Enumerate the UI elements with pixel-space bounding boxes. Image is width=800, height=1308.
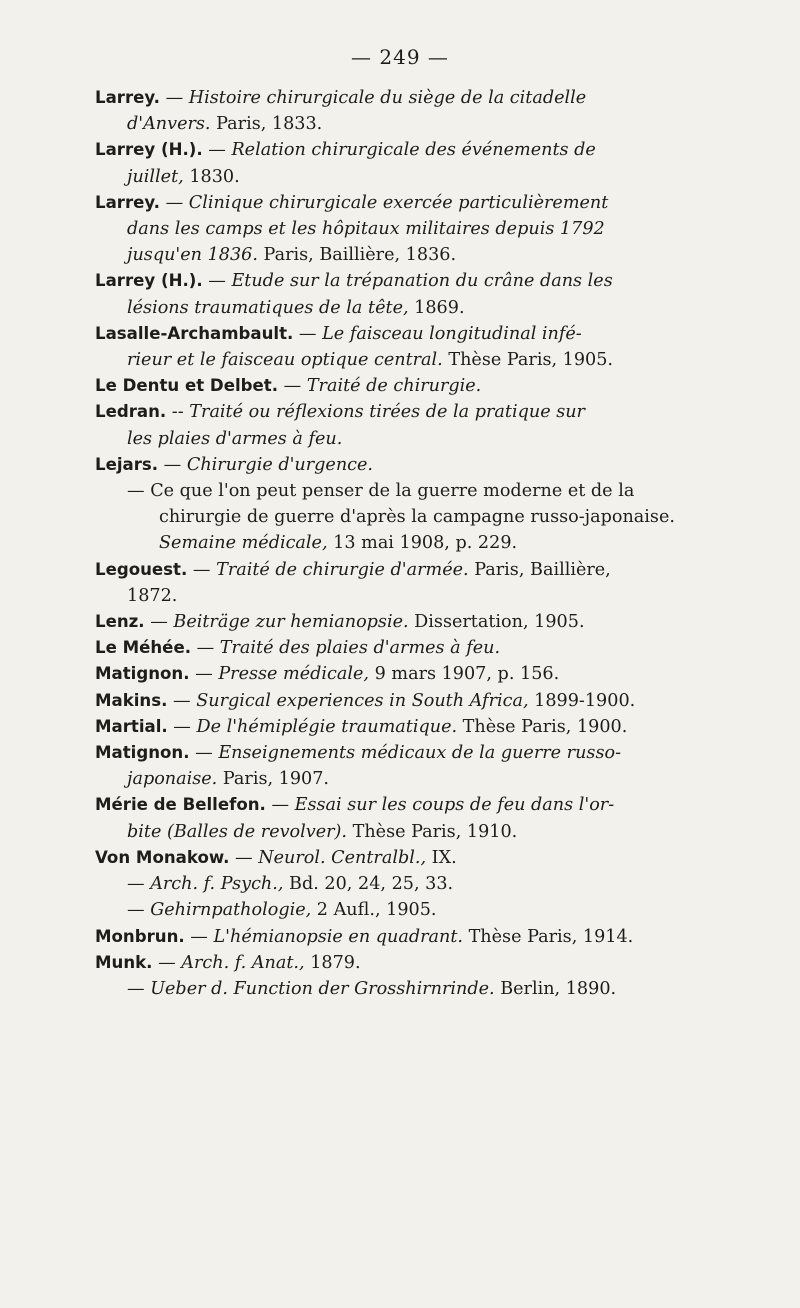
bibliography-entry: [95, 897, 735, 923]
entry-line: [95, 609, 735, 635]
entry-author: Larrey (H.).: [95, 140, 203, 160]
entry-publication: Paris, Baillière, 1836.: [257, 245, 457, 266]
entry-title: d'Anvers.: [127, 114, 211, 135]
entry-separator: —: [189, 743, 219, 764]
entry-publication: 1830.: [183, 166, 240, 187]
entry-line: [95, 85, 735, 111]
bibliography-entry: [95, 871, 735, 897]
entry-line: [95, 242, 735, 268]
entry-title: Traité ou réflexions tirées de la pratique sur: [189, 402, 585, 423]
entry-title: Essai sur les coups de feu dans l'or-: [294, 795, 615, 816]
entry-title: dans les camps et les hôpitaux militaires depuis 1792: [127, 219, 605, 240]
entry-line: [127, 871, 735, 897]
entry-publication: Thèse Paris, 1900.: [457, 716, 628, 737]
bibliography-entry: [95, 976, 735, 1002]
bibliography-entry: [95, 635, 735, 661]
entry-publication: chirurgie de guerre d'après la campagne russo-japonaise.: [159, 507, 675, 528]
entry-author: Matignon.: [95, 664, 190, 684]
entry-publication: IX.: [426, 847, 457, 868]
page-number: — 249 —: [351, 45, 449, 69]
entry-title: De l'hémiplégie traumatique.: [196, 716, 458, 737]
entry-separator: —: [167, 716, 197, 737]
entry-line: [127, 976, 735, 1002]
entry-publication: 9 mars 1907, p. 156.: [369, 664, 560, 685]
entry-line: [95, 583, 735, 609]
entry-title: les plaies d'armes à feu.: [127, 428, 343, 449]
entry-title: Relation chirurgicale des événements de: [231, 140, 596, 161]
entry-line: [95, 137, 735, 163]
entry-separator: —: [265, 795, 295, 816]
bibliography-entry: [95, 452, 735, 478]
entry-line: [95, 190, 735, 216]
bibliography-entry: [95, 399, 735, 451]
entry-line: [95, 740, 735, 766]
entry-author: Ledran.: [95, 402, 167, 422]
entry-author: Mérie de Bellefon.: [95, 795, 266, 815]
entry-title: Chirurgie d'urgence.: [186, 454, 374, 475]
entry-publication: Paris, Baillière,: [468, 559, 611, 580]
entry-title: Histoire chirurgicale du siège de la citadelle: [188, 88, 587, 108]
entry-author: Legouest.: [95, 559, 188, 579]
entry-title: L'hémianopsie en quadrant.: [213, 926, 463, 947]
entry-publication: 1872.: [127, 585, 178, 606]
entry-author: Le Dentu et Delbet.: [95, 376, 279, 396]
entry-publication: 2 Aufl., 1905.: [311, 900, 437, 921]
bibliography-entry: [95, 740, 735, 792]
entry-publication: Thèse Paris, 1910.: [347, 821, 518, 842]
entry-title: Traité de chirurgie.: [306, 376, 482, 397]
entry-title: Traité de chirurgie d'armée.: [216, 559, 469, 580]
entry-separator: —: [202, 271, 232, 292]
entry-author: Larrey (H.).: [95, 271, 203, 291]
bibliography-entry: [95, 714, 735, 740]
entry-line: [95, 347, 735, 373]
entry-line: [95, 845, 735, 871]
entry-publication: 1869.: [408, 297, 465, 318]
entry-title: Neurol. Centralbl.,: [258, 847, 427, 868]
entry-author: Martial.: [95, 716, 168, 736]
entry-publication: 13 mai 1908, p. 229.: [327, 533, 518, 554]
entry-author: Lejars.: [95, 454, 159, 474]
entry-line: [95, 399, 735, 425]
entry-title: Ueber d. Function der Grosshirnrinde.: [150, 978, 495, 999]
entry-author: Lenz.: [95, 612, 145, 632]
entry-author: Lasalle-Archambault.: [95, 323, 294, 343]
entry-publication: Paris, 1907.: [217, 769, 330, 790]
bibliography-entry: [95, 950, 735, 976]
entry-title: lésions traumatiques de la tête,: [127, 297, 409, 318]
entry-title: Enseignements médicaux de la guerre russo-: [218, 743, 622, 764]
entry-title: Arch. f. Anat.,: [181, 952, 305, 973]
entry-author: Larrey.: [95, 88, 160, 107]
entry-line: [95, 373, 735, 399]
entry-publication: Thèse Paris, 1905.: [442, 350, 614, 371]
entry-author: Monbrun.: [95, 926, 185, 946]
entry-line: [95, 321, 735, 347]
entry-line: [127, 478, 735, 504]
entry-line: [95, 452, 735, 478]
bibliography-entry: [95, 845, 735, 871]
entry-separator: —: [127, 900, 151, 921]
entry-author: Larrey.: [95, 192, 160, 212]
bibliography-entry: [95, 688, 735, 714]
entry-author: Le Méhée.: [95, 638, 191, 658]
entry-separator: —: [278, 376, 307, 397]
entry-publication: Ce que l'on peut penser de la guerre moderne et de la: [150, 481, 635, 502]
entry-separator: —: [229, 847, 259, 868]
entry-line: [95, 111, 735, 137]
entry-line: [95, 557, 735, 583]
entry-publication: Dissertation, 1905.: [408, 612, 585, 633]
entry-line: [127, 530, 735, 556]
entry-separator: —: [184, 926, 214, 947]
entry-separator: —: [167, 690, 197, 711]
entry-author: Matignon.: [95, 743, 190, 763]
entry-publication: 1879.: [304, 952, 361, 973]
entry-separator: —: [127, 978, 151, 999]
entry-title: Le faisceau longitudinal infé-: [322, 323, 582, 344]
entry-separator: —: [127, 874, 151, 895]
entry-line: [95, 819, 735, 845]
entry-line: [95, 164, 735, 190]
entry-title: japonaise.: [127, 769, 218, 790]
entry-title: juillet,: [127, 166, 184, 187]
entry-title: Gehirnpathologie,: [150, 900, 312, 921]
entry-title: bite (Balles de revolver).: [127, 821, 347, 842]
bibliography-entry: [95, 557, 735, 609]
bibliography-entry: [95, 373, 735, 399]
entry-publication: Berlin, 1890.: [494, 978, 617, 999]
entry-separator: —: [191, 638, 220, 659]
bibliography-entry: [95, 321, 735, 373]
entry-title: Surgical experiences in South Africa,: [196, 690, 529, 711]
entry-separator: —: [293, 323, 323, 344]
entry-title: Semaine médicale,: [159, 533, 328, 554]
bibliography-entry: [95, 792, 735, 844]
entry-author: Makins.: [95, 690, 168, 710]
bibliography-entry: [95, 268, 735, 320]
entry-title: rieur et le faisceau optique central.: [127, 350, 443, 371]
entry-line: [95, 268, 735, 294]
entry-author: Munk.: [95, 952, 153, 972]
bibliography-entry: [95, 924, 735, 950]
entry-title: Presse médicale,: [218, 664, 370, 685]
entry-title: Arch. f. Psych.,: [150, 874, 284, 895]
entry-title: Clinique chirurgicale exercée particulièrement: [188, 192, 609, 213]
bibliography-entry: [95, 661, 735, 687]
entry-publication: Bd. 20, 24, 25, 33.: [283, 874, 454, 895]
entry-title: Traité des plaies d'armes à feu.: [219, 638, 501, 659]
entry-separator: —: [160, 88, 189, 108]
entry-line: [95, 714, 735, 740]
entry-separator: —: [144, 612, 174, 633]
entry-separator: —: [127, 481, 151, 502]
entry-line: [95, 792, 735, 818]
entry-line: [95, 950, 735, 976]
entry-author: Von Monakow.: [95, 847, 230, 867]
entry-line: [95, 688, 735, 714]
bibliography-entry: [95, 478, 735, 557]
entry-line: [95, 216, 735, 242]
bibliography-entry: [95, 190, 735, 269]
entry-separator: —: [202, 140, 232, 161]
entry-publication: Thèse Paris, 1914.: [462, 926, 634, 947]
entry-publication: 1899-1900.: [528, 690, 636, 711]
entry-line: [95, 426, 735, 452]
entry-separator: —: [187, 559, 217, 580]
entry-line: [127, 504, 735, 530]
bibliography-entry: [95, 137, 735, 189]
entry-title: jusqu'en 1836.: [127, 245, 258, 266]
entry-line: [95, 924, 735, 950]
entry-separator: —: [189, 664, 219, 685]
entry-line: [95, 661, 735, 687]
entry-line: [127, 897, 735, 923]
entry-separator: —: [160, 192, 189, 213]
entry-line: [95, 766, 735, 792]
bibliography-list: [95, 85, 735, 1002]
entry-title: Etude sur la trépanation du crâne dans les: [231, 271, 613, 292]
bibliography-entry: [95, 85, 735, 137]
entry-line: [95, 295, 735, 321]
entry-publication: Paris, 1833.: [210, 114, 323, 135]
entry-line: [95, 635, 735, 661]
bibliography-entry: [95, 609, 735, 635]
entry-separator: --: [166, 402, 190, 423]
entry-separator: —: [152, 952, 182, 973]
entry-title: Beiträge zur hemianopsie.: [173, 612, 409, 633]
entry-separator: —: [158, 454, 187, 475]
